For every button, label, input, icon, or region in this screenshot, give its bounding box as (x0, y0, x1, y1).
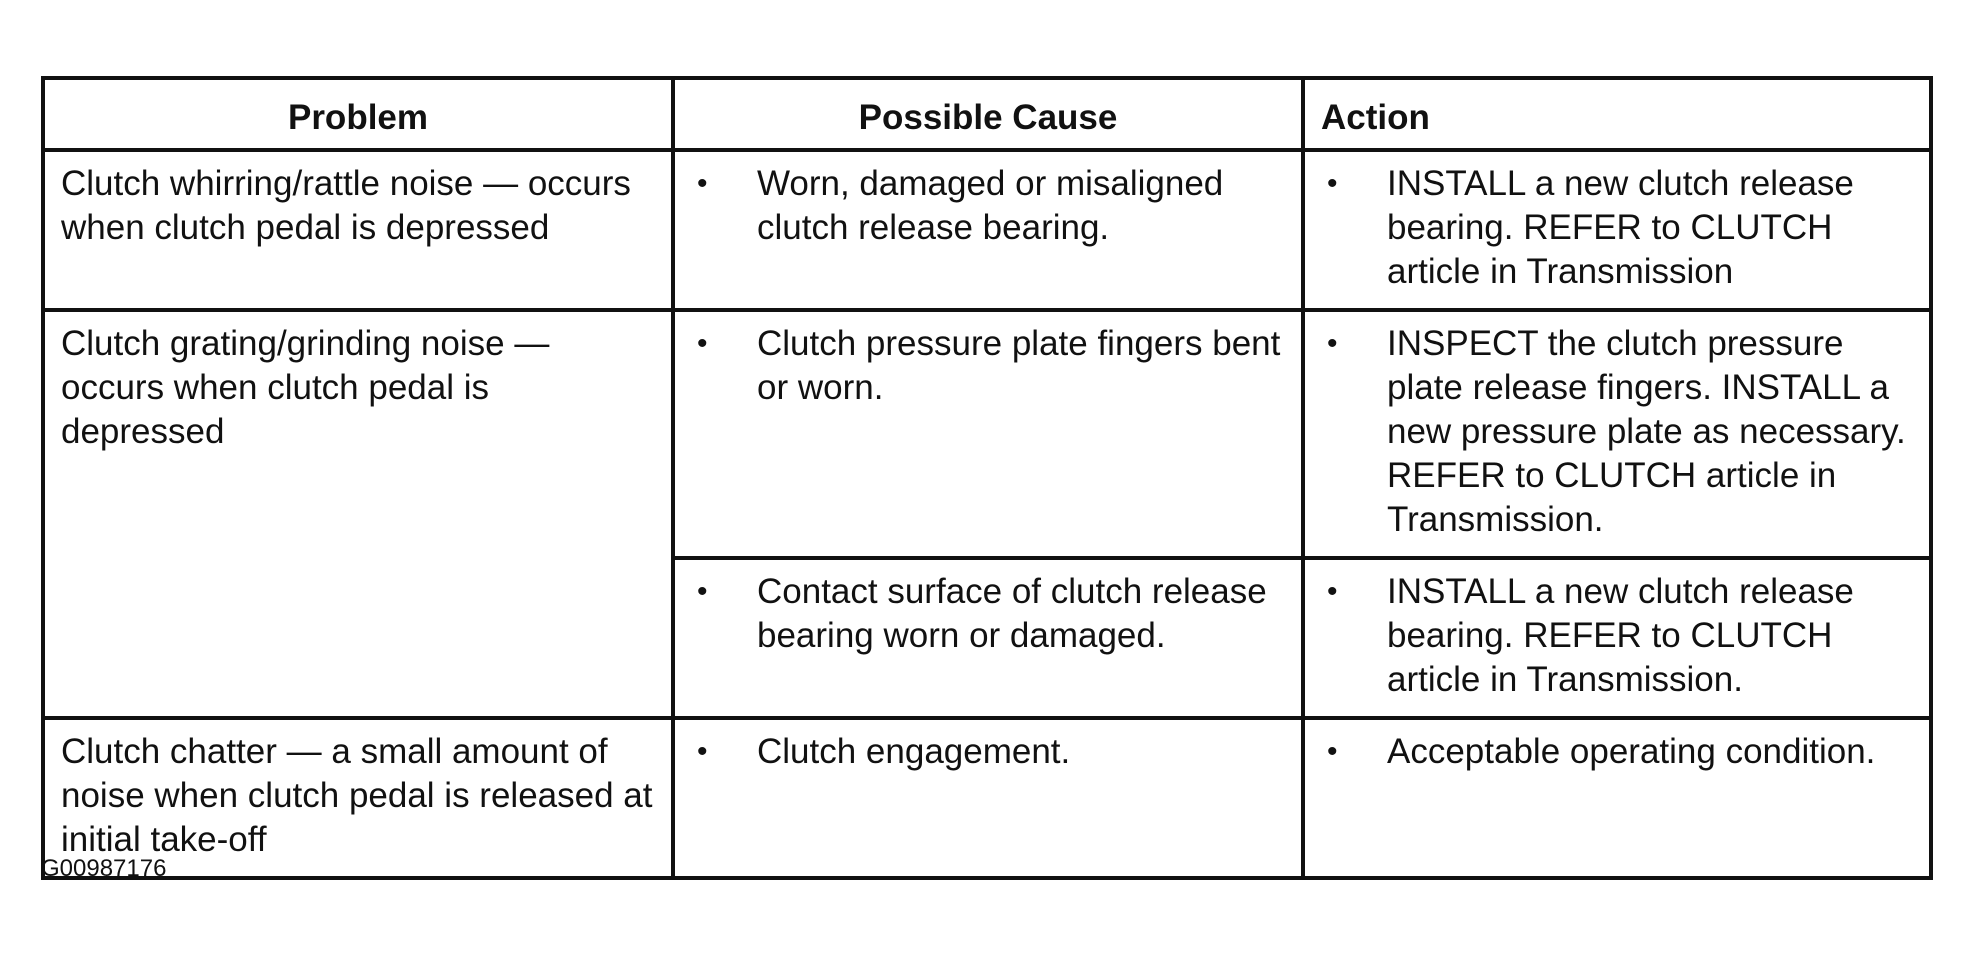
bullet-icon: • (1327, 575, 1338, 608)
bullet-icon: • (697, 575, 708, 608)
header-problem: Problem (43, 78, 673, 150)
figure-code: G00987176 (41, 855, 167, 882)
cause-text: Worn, damaged or misaligned clutch release bearing. (757, 164, 1224, 247)
cause-text: Contact surface of clutch release bearing worn or damaged. (757, 572, 1267, 655)
diagnosis-table (41, 76, 1933, 880)
action-cell (1303, 150, 1931, 310)
header-action: Action (1303, 78, 1931, 150)
cause-text: Clutch engagement. (757, 732, 1071, 771)
action-cell (1303, 718, 1931, 878)
action-text: INSTALL a new clutch release bearing. REFER to CLUTCH article in Transmission (1387, 164, 1854, 291)
action-text: INSPECT the clutch pressure plate release fingers. INSTALL a new pressure plate as necessary. REFER to CLUTCH article in Transmission. (1387, 324, 1906, 539)
header-row (43, 78, 1931, 150)
bullet-icon: • (697, 735, 708, 768)
cause-cell (673, 558, 1303, 718)
table-row (43, 150, 1931, 310)
action-cell (1303, 558, 1931, 718)
cause-text: Clutch pressure plate fingers bent or worn. (757, 324, 1281, 407)
cause-cell (673, 150, 1303, 310)
cause-cell (673, 310, 1303, 558)
table-row (43, 310, 1931, 558)
diagnosis-table-container (41, 76, 1929, 880)
bullet-icon: • (1327, 327, 1338, 360)
action-text: INSTALL a new clutch release bearing. REFER to CLUTCH article in Transmission. (1387, 572, 1854, 699)
table-row (43, 718, 1931, 878)
action-cell (1303, 310, 1931, 558)
cause-cell (673, 718, 1303, 878)
problem-cell: Clutch grating/grinding noise — occurs when clutch pedal is depressed (43, 310, 673, 718)
bullet-icon: • (1327, 735, 1338, 768)
problem-cell: Clutch chatter — a small amount of noise when clutch pedal is released at initial take-off (43, 718, 673, 878)
header-possible-cause: Possible Cause (673, 78, 1303, 150)
bullet-icon: • (1327, 167, 1338, 200)
bullet-icon: • (697, 167, 708, 200)
bullet-icon: • (697, 327, 708, 360)
action-text: Acceptable operating condition. (1387, 732, 1876, 771)
problem-cell: Clutch whirring/rattle noise — occurs when clutch pedal is depressed (43, 150, 673, 310)
